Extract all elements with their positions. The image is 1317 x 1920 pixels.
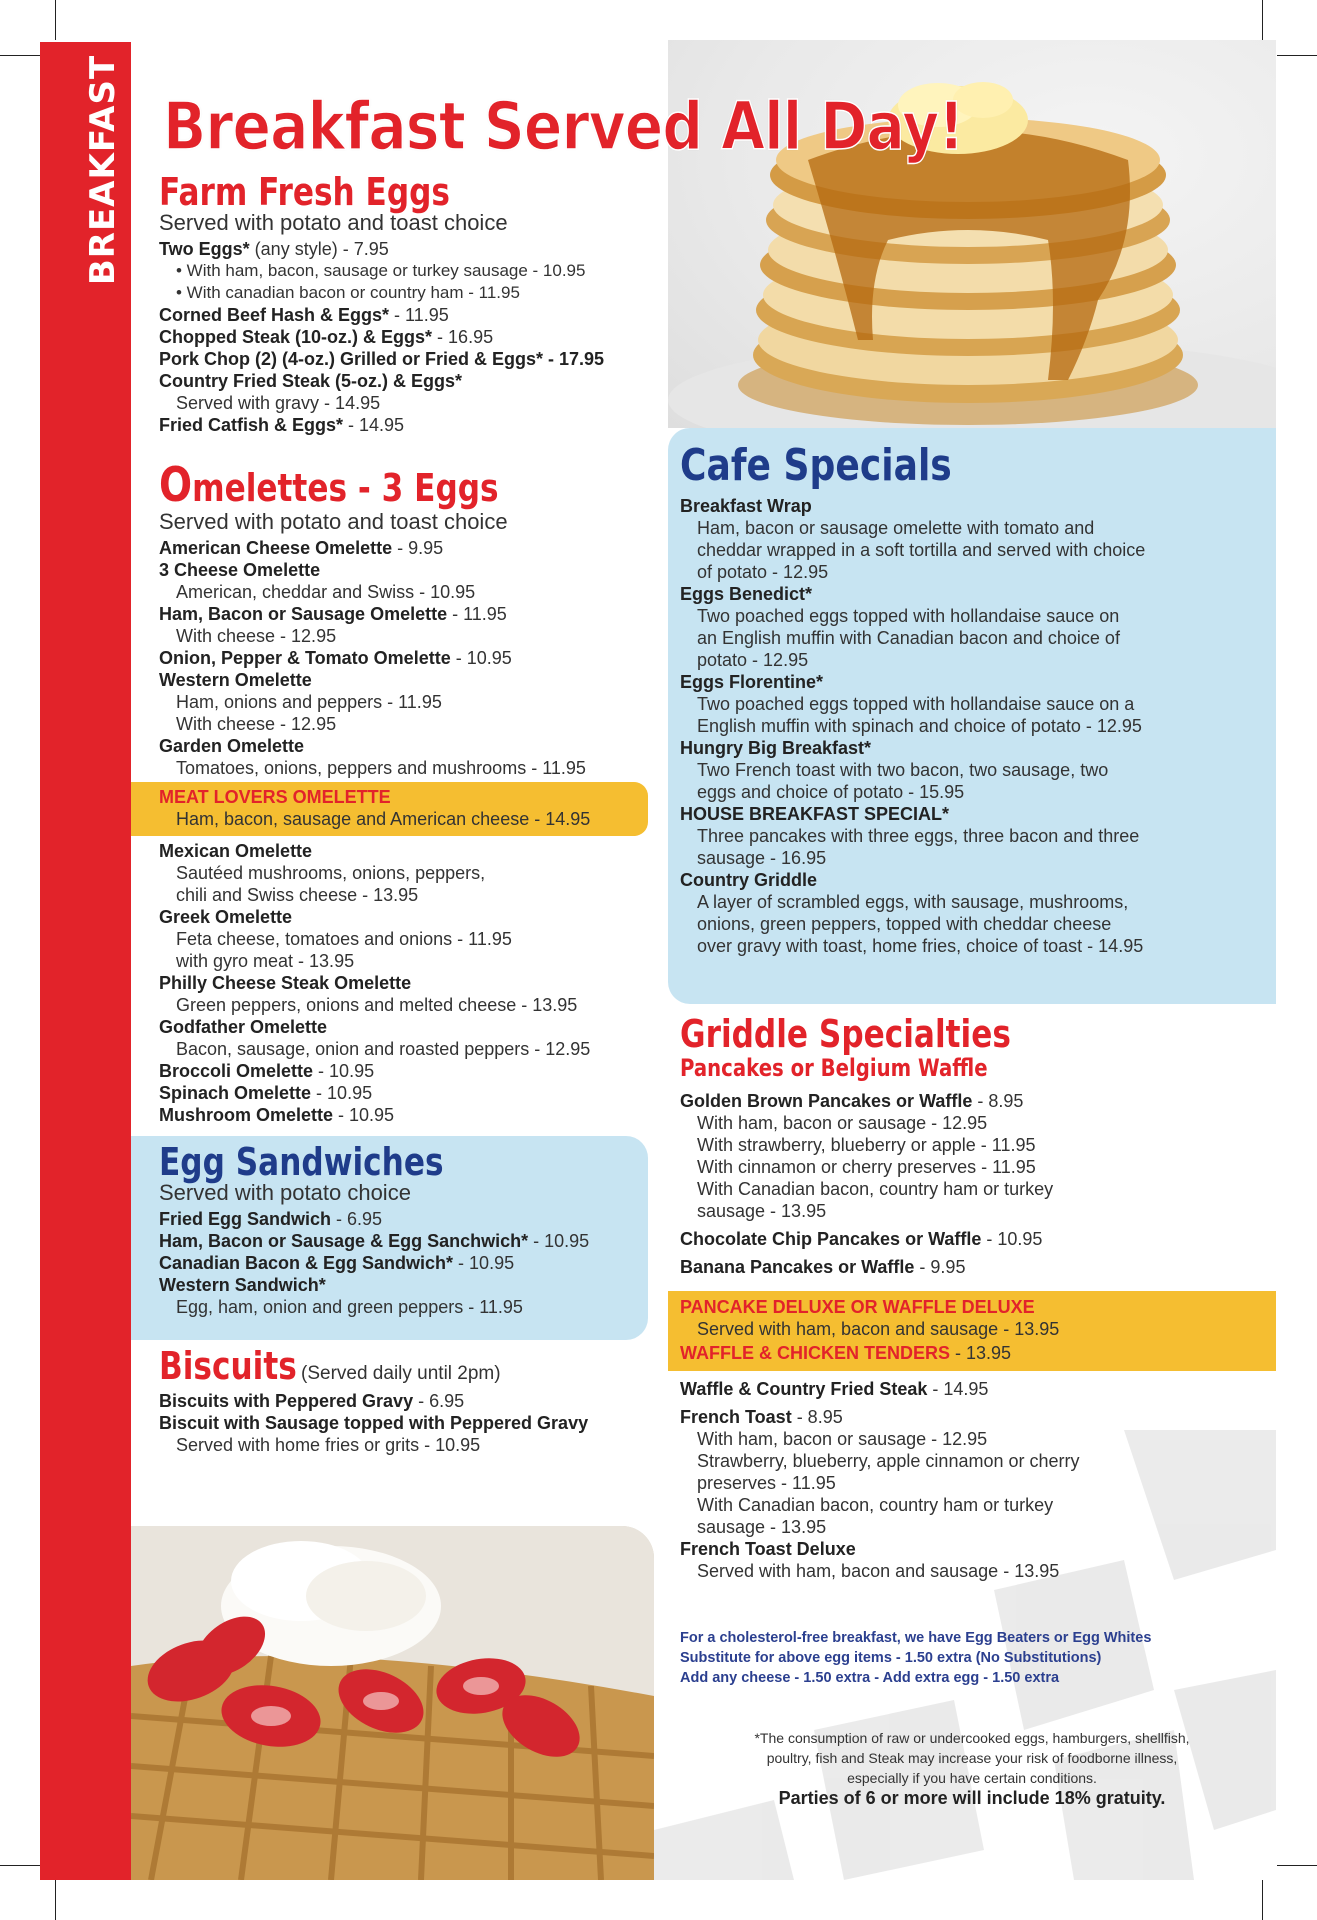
menu-item: Garden Omelette: [159, 736, 305, 756]
menu-item: Feta cheese, tomatoes and onions - 11.95: [176, 929, 512, 949]
omelettes-section: [159, 458, 679, 779]
menu-item: Biscuit with Sausage topped with Peppered Gravy: [159, 1413, 589, 1433]
menu-item: HOUSE BREAKFAST SPECIAL*: [680, 804, 950, 824]
menu-item: sausage - 16.95: [697, 848, 827, 868]
menu-item: American Cheese Omelette - 9.95: [159, 538, 444, 558]
griddle-section: [680, 1012, 1270, 1278]
menu-item: American, cheddar and Swiss - 10.95: [176, 582, 476, 602]
menu-item: eggs and choice of potato - 15.95: [697, 782, 965, 802]
menu-item: Tomatoes, onions, peppers and mushrooms - 11.95: [176, 758, 586, 778]
menu-item: Western Sandwich*: [159, 1275, 326, 1295]
menu-item: of potato - 12.95: [697, 562, 829, 582]
crop-mark: [1262, 0, 1263, 40]
omelettes-section-continued: [159, 840, 679, 1126]
menu-item: • With canadian bacon or country ham - 11.95: [176, 283, 520, 302]
menu-item: Spinach Omelette - 10.95: [159, 1083, 373, 1103]
menu-item: Philly Cheese Steak Omelette: [159, 973, 412, 993]
omelettes-subheading: Served with potato and toast choice: [159, 509, 508, 534]
menu-item: Pork Chop (2) (4-oz.) Grilled or Fried & Eggs* - 17.95: [159, 349, 605, 369]
menu-item: French Toast Deluxe: [680, 1539, 856, 1559]
menu-item: Banana Pancakes or Waffle - 9.95: [680, 1257, 966, 1277]
menu-item: Egg, ham, onion and green peppers - 11.95: [176, 1297, 523, 1317]
egg-sandwiches-subheading: Served with potato choice: [159, 1180, 411, 1205]
menu-item: Two poached eggs topped with hollandaise sauce on a: [697, 694, 1135, 714]
crop-mark: [55, 0, 56, 40]
menu-item: Chocolate Chip Pancakes or Waffle - 10.95: [680, 1229, 1043, 1249]
menu-item: Chopped Steak (10-oz.) & Eggs* - 16.95: [159, 327, 494, 347]
menu-item: Biscuits with Peppered Gravy - 6.95: [159, 1391, 465, 1411]
egg-sandwiches-section: [159, 1140, 649, 1318]
farm-eggs-section: [159, 170, 679, 436]
menu-item: Western Omelette: [159, 670, 312, 690]
menu-item: With Canadian bacon, country ham or turkey: [697, 1495, 1054, 1515]
menu-item: With cheese - 12.95: [176, 714, 337, 734]
menu-item: Broccoli Omelette - 10.95: [159, 1061, 375, 1081]
note-line: Add any cheese - 1.50 extra - Add extra egg - 1.50 extra: [680, 1670, 1060, 1686]
menu-item: chili and Swiss cheese - 13.95: [176, 885, 419, 905]
gratuity-note: Parties of 6 or more will include 18% gratuity.: [778, 1788, 1166, 1808]
egg-notes: [680, 1628, 1270, 1688]
meat-lovers-desc: Ham, bacon, sausage and American cheese - 14.95: [176, 809, 591, 829]
menu-item: • With ham, bacon, sausage or turkey sausage - 10.95: [176, 261, 586, 280]
crop-mark: [0, 1865, 40, 1866]
menu-item: Sautéed mushrooms, onions, peppers,: [176, 863, 486, 883]
menu-item: Served with home fries or grits - 10.95: [176, 1435, 481, 1455]
crop-mark: [1277, 55, 1317, 56]
deluxe-desc: Served with ham, bacon and sausage - 13.95: [697, 1319, 1060, 1339]
disclaimer-line: poultry, fish and Steak may increase your risk of foodborne illness,: [766, 1750, 1178, 1766]
sidebar-label: BREAKFAST: [83, 54, 123, 286]
page-title: Breakfast Served All Day!: [163, 88, 964, 165]
menu-item: Onion, Pepper & Tomato Omelette - 10.95: [159, 648, 512, 668]
menu-item: sausage - 13.95: [697, 1201, 827, 1221]
omelettes-heading: Omelettes - 3 Eggs: [159, 458, 499, 513]
farm-eggs-heading: Farm Fresh Eggs: [159, 170, 450, 214]
cafe-specials-heading: Cafe Specials: [680, 440, 952, 491]
griddle-heading: Griddle Specialties: [680, 1012, 1011, 1056]
menu-item: 3 Cheese Omelette: [159, 560, 321, 580]
note-line: For a cholesterol-free breakfast, we have Egg Beaters or Egg Whites: [680, 1630, 1152, 1646]
waffle-photo: [131, 1526, 654, 1880]
menu-item: Godfather Omelette: [159, 1017, 328, 1037]
menu-item: Corned Beef Hash & Eggs* - 11.95: [159, 305, 449, 325]
menu-item: English muffin with spinach and choice of potato - 12.95: [697, 716, 1142, 736]
menu-item: Breakfast Wrap: [680, 496, 812, 516]
menu-item: With ham, bacon or sausage - 12.95: [697, 1113, 988, 1133]
menu-item: onions, green peppers, topped with cheddar cheese: [697, 914, 1112, 934]
menu-item: Mexican Omelette: [159, 841, 313, 861]
menu-item: Served with ham, bacon and sausage - 13.95: [697, 1561, 1060, 1581]
griddle-subheading: Pancakes or Belgium Waffle: [680, 1054, 988, 1082]
menu-item: cheddar wrapped in a soft tortilla and served with choice: [697, 540, 1146, 560]
menu-item: French Toast - 8.95: [680, 1407, 843, 1427]
crop-mark: [55, 1880, 56, 1920]
menu-item: potato - 12.95: [697, 650, 809, 670]
menu-item: an English muffin with Canadian bacon and choice of: [697, 628, 1120, 648]
menu-item: With ham, bacon or sausage - 12.95: [697, 1429, 988, 1449]
menu-item: Two Eggs* (any style) - 7.95: [159, 239, 389, 259]
crop-mark: [1262, 1880, 1263, 1920]
menu-item: Bacon, sausage, onion and roasted peppers - 12.95: [176, 1039, 591, 1059]
biscuits-section: [159, 1344, 679, 1456]
menu-item: Served with gravy - 14.95: [176, 393, 381, 413]
biscuits-heading: Biscuits: [159, 1344, 297, 1388]
meat-lovers-name: MEAT LOVERS OMELETTE: [159, 787, 391, 807]
menu-item: Fried Egg Sandwich - 6.95: [159, 1209, 383, 1229]
crop-mark: [0, 55, 40, 56]
farm-eggs-subheading: Served with potato and toast choice: [159, 210, 508, 235]
menu-item: Ham, bacon or sausage omelette with tomato and: [697, 518, 1095, 538]
menu-item: Green peppers, onions and melted cheese - 13.95: [176, 995, 578, 1015]
crop-mark: [1277, 1865, 1317, 1866]
chicken-tenders-item: WAFFLE & CHICKEN TENDERS - 13.95: [680, 1343, 1012, 1363]
meat-lovers-item: [159, 786, 649, 830]
disclaimer-line: especially if you have certain conditions.: [847, 1770, 1097, 1786]
deluxe-name: PANCAKE DELUXE OR WAFFLE DELUXE: [680, 1297, 1035, 1317]
cafe-specials-section: [680, 440, 1270, 957]
menu-item: With cinnamon or cherry preserves - 11.95: [697, 1157, 1036, 1177]
menu-item: over gravy with toast, home fries, choice of toast - 14.95: [697, 936, 1144, 956]
menu-item: Country Fried Steak (5-oz.) & Eggs*: [159, 371, 463, 391]
sidebar-band: [40, 42, 131, 1880]
menu-item: A layer of scrambled eggs, with sausage, mushrooms,: [697, 892, 1129, 912]
disclaimer-section: [668, 1728, 1276, 1809]
menu-item: Country Griddle: [680, 870, 818, 890]
menu-item: Eggs Florentine*: [680, 672, 824, 692]
menu-item: Canadian Bacon & Egg Sandwich* - 10.95: [159, 1253, 515, 1273]
menu-item: With Canadian bacon, country ham or turkey: [697, 1179, 1054, 1199]
egg-sandwiches-heading: Egg Sandwiches: [159, 1140, 444, 1184]
waffle-illustration: [131, 1526, 654, 1880]
menu-item: Ham, Bacon or Sausage Omelette - 11.95: [159, 604, 507, 624]
deluxe-items: [680, 1296, 1270, 1364]
menu-item: With cheese - 12.95: [176, 626, 337, 646]
note-line: Substitute for above egg items - 1.50 extra (No Substitutions): [680, 1650, 1102, 1666]
menu-item: Three pancakes with three eggs, three bacon and three: [697, 826, 1140, 846]
menu-item: Waffle & Country Fried Steak - 14.95: [680, 1379, 989, 1399]
menu-item: Mushroom Omelette - 10.95: [159, 1105, 395, 1125]
menu-item: Hungry Big Breakfast*: [680, 738, 872, 758]
menu-item: Ham, Bacon or Sausage & Egg Sanchwich* - 10.95: [159, 1231, 590, 1251]
menu-item: Golden Brown Pancakes or Waffle - 8.95: [680, 1091, 1024, 1111]
menu-item: Greek Omelette: [159, 907, 293, 927]
menu-item: preserves - 11.95: [697, 1473, 836, 1493]
disclaimer-line: *The consumption of raw or undercooked eggs, hamburgers, shellfish,: [754, 1730, 1190, 1746]
menu-item: Ham, onions and peppers - 11.95: [176, 692, 442, 712]
menu-item: Two French toast with two bacon, two sausage, two: [697, 760, 1109, 780]
biscuits-note: (Served daily until 2pm): [301, 1363, 501, 1384]
menu-item: sausage - 13.95: [697, 1517, 827, 1537]
menu-item: With strawberry, blueberry or apple - 11.95: [697, 1135, 1036, 1155]
menu-item: Two poached eggs topped with hollandaise sauce on: [697, 606, 1120, 626]
menu-item: Eggs Benedict*: [680, 584, 813, 604]
menu-item: with gyro meat - 13.95: [176, 951, 355, 971]
griddle-section-continued: [680, 1378, 1270, 1582]
menu-item: Strawberry, blueberry, apple cinnamon or cherry: [697, 1451, 1080, 1471]
menu-item: Fried Catfish & Eggs* - 14.95: [159, 415, 405, 435]
